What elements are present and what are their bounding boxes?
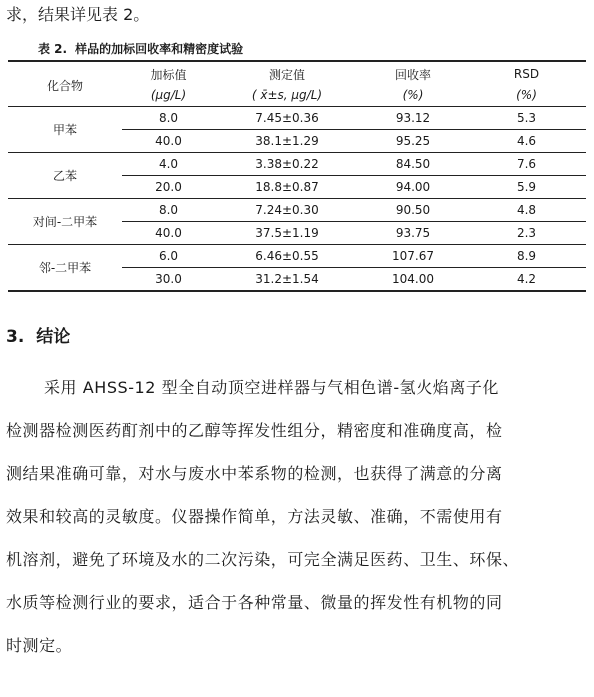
rsd-cell: 4.8 xyxy=(467,199,586,222)
section-number: 3. xyxy=(6,327,25,347)
table-row xyxy=(8,107,586,130)
paragraph-line: 测结果准确可靠，对水与废水中苯系物的检测，也获得了满意的分离 xyxy=(6,464,503,483)
spike-cell: 40.0 xyxy=(122,222,215,245)
spike-cell: 8.0 xyxy=(122,107,215,130)
spike-cell: 4.0 xyxy=(122,153,215,176)
paragraph-line: 效果和较高的灵敏度。仪器操作简单，方法灵敏、准确，不需使用有 xyxy=(6,507,503,526)
spike-cell: 8.0 xyxy=(122,199,215,222)
measured-cell: 3.38±0.22 xyxy=(215,153,359,176)
header-rsd-unit: (%) xyxy=(467,84,586,107)
rsd-cell: 5.3 xyxy=(467,107,586,130)
header-spike: 加标值 xyxy=(122,61,215,84)
compound-cell: 乙苯 xyxy=(8,153,122,199)
rsd-cell: 4.2 xyxy=(467,268,586,292)
measured-cell: 37.5±1.19 xyxy=(215,222,359,245)
rsd-cell: 8.9 xyxy=(467,245,586,268)
spike-cell: 6.0 xyxy=(122,245,215,268)
conclusion-paragraph xyxy=(6,366,590,667)
recovery-cell: 104.00 xyxy=(359,268,467,292)
table-row xyxy=(8,199,586,222)
table-caption xyxy=(38,40,243,57)
measured-cell: 38.1±1.29 xyxy=(215,130,359,153)
recovery-precision-table xyxy=(8,60,586,292)
paragraph-line: 水质等检测行业的要求，适合于各种常量、微量的挥发性有机物的同 xyxy=(6,593,503,612)
measured-cell: 31.2±1.54 xyxy=(215,268,359,292)
table-caption-number: 表 2. xyxy=(38,42,68,56)
rsd-cell: 5.9 xyxy=(467,176,586,199)
recovery-cell: 93.12 xyxy=(359,107,467,130)
recovery-cell: 84.50 xyxy=(359,153,467,176)
spike-cell: 40.0 xyxy=(122,130,215,153)
recovery-cell: 93.75 xyxy=(359,222,467,245)
preceding-text-line: 求，结果详见表 2。 xyxy=(6,5,150,24)
section-title: 结论 xyxy=(36,327,71,347)
compound-cell: 对间-二甲苯 xyxy=(8,199,122,245)
paragraph-line: 检测器检测医药酊剂中的乙醇等挥发性组分，精密度和准确度高，检 xyxy=(6,421,503,440)
recovery-cell: 95.25 xyxy=(359,130,467,153)
measured-cell: 18.8±0.87 xyxy=(215,176,359,199)
measured-cell: 6.46±0.55 xyxy=(215,245,359,268)
paragraph-line: 采用 AHSS-12 型全自动顶空进样器与气相色谱-氢火焰离子化 xyxy=(44,378,499,397)
header-measured-unit: ( x̄±s, μg/L) xyxy=(215,84,359,107)
rsd-cell: 4.6 xyxy=(467,130,586,153)
table-caption-title: 样品的加标回收率和精密度试验 xyxy=(75,42,244,56)
recovery-cell: 90.50 xyxy=(359,199,467,222)
recovery-cell: 107.67 xyxy=(359,245,467,268)
table-row xyxy=(8,153,586,176)
compound-cell: 邻-二甲苯 xyxy=(8,245,122,292)
measured-cell: 7.24±0.30 xyxy=(215,199,359,222)
header-measured: 测定值 xyxy=(215,61,359,84)
table-header-row xyxy=(8,61,586,84)
header-recovery-unit: (%) xyxy=(359,84,467,107)
rsd-cell: 7.6 xyxy=(467,153,586,176)
section-heading xyxy=(6,322,70,347)
recovery-cell: 94.00 xyxy=(359,176,467,199)
header-spike-unit: (μg/L) xyxy=(122,84,215,107)
table-row xyxy=(8,245,586,268)
paragraph-line: 机溶剂，避免了环境及水的二次污染，可完全满足医药、卫生、环保、 xyxy=(6,550,520,569)
header-recovery: 回收率 xyxy=(359,61,467,84)
spike-cell: 30.0 xyxy=(122,268,215,292)
compound-cell: 甲苯 xyxy=(8,107,122,153)
rsd-cell: 2.3 xyxy=(467,222,586,245)
spike-cell: 20.0 xyxy=(122,176,215,199)
header-compound: 化合物 xyxy=(8,61,122,107)
paragraph-line: 时测定。 xyxy=(6,636,73,655)
measured-cell: 7.45±0.36 xyxy=(215,107,359,130)
header-rsd: RSD xyxy=(467,61,586,84)
